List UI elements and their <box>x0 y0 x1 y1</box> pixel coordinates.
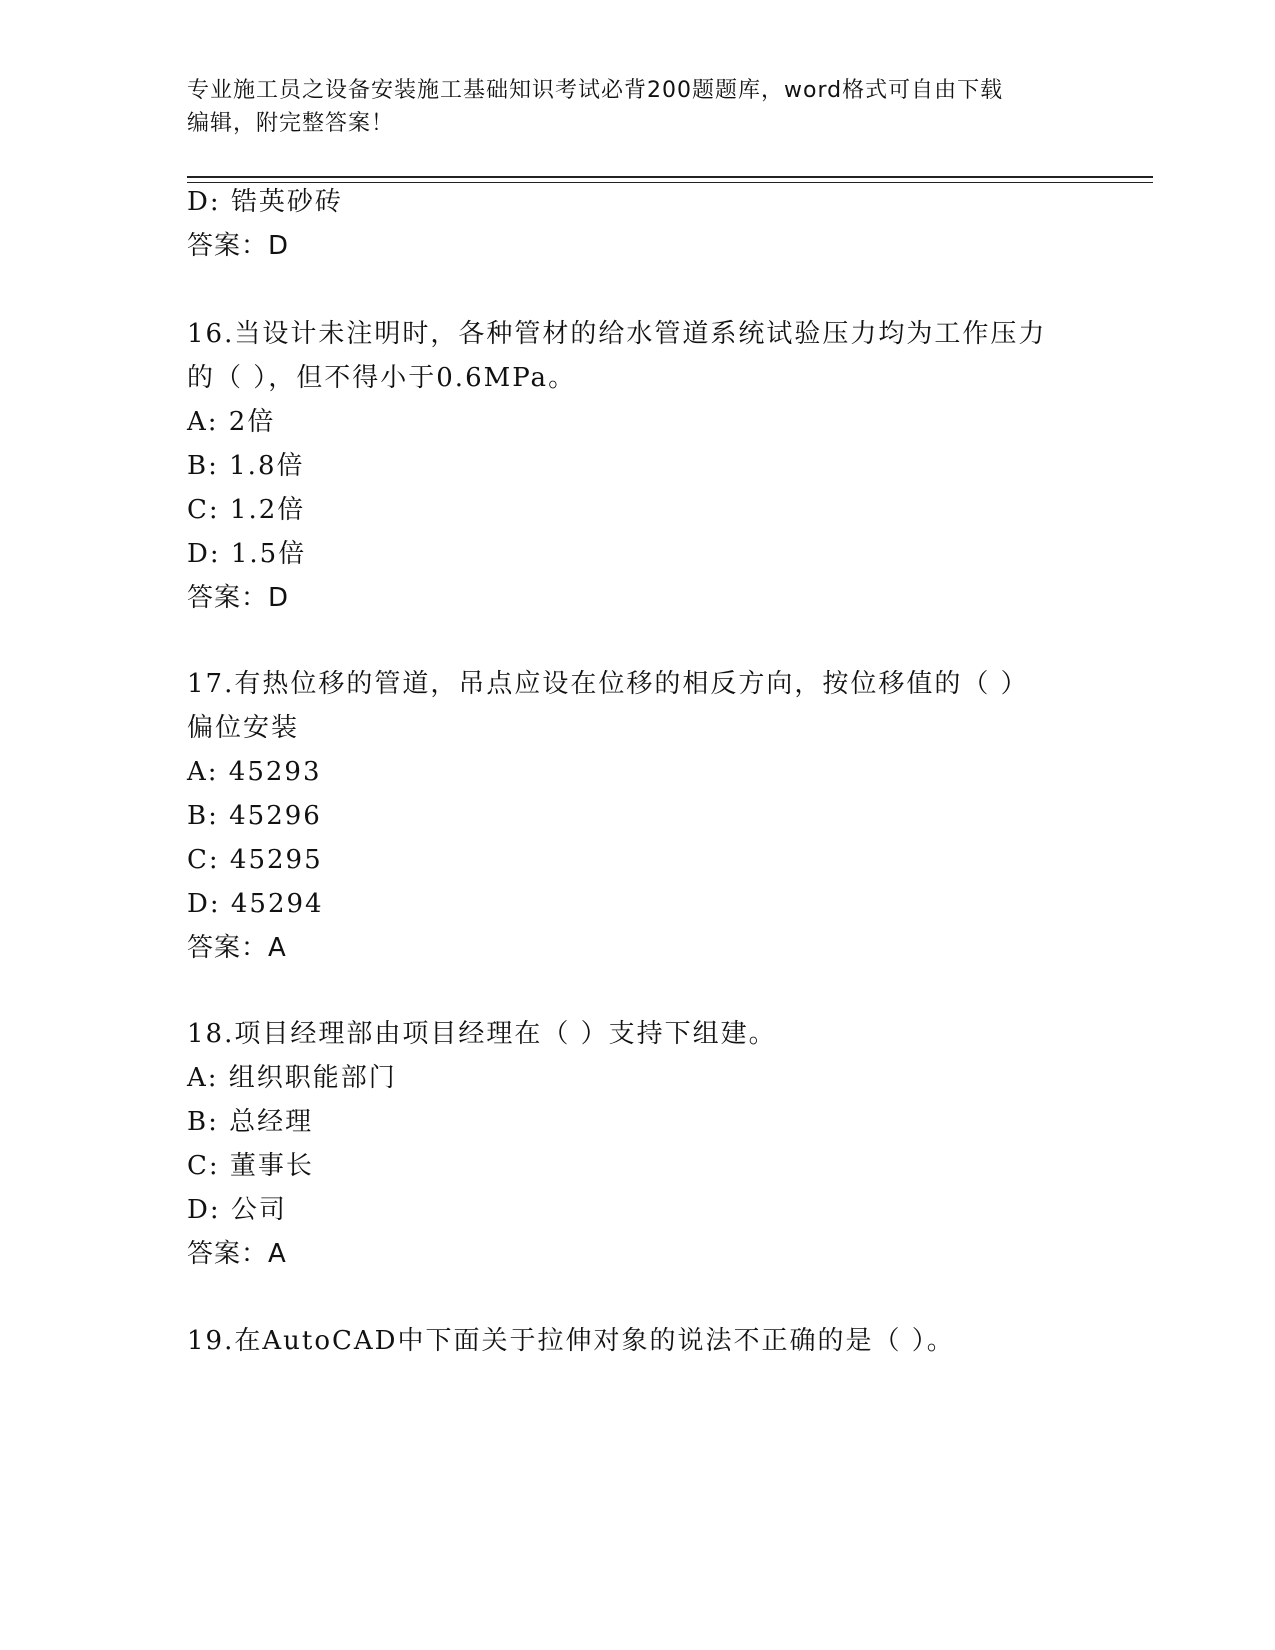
question-18-option-c: C: 董事长 <box>187 1151 314 1181</box>
question-17-answer: 答案：A <box>187 933 287 963</box>
question-19-stem-line-1: 19.在AutoCAD中下面关于拉伸对象的说法不正确的是（ ）。 <box>187 1326 955 1356</box>
question-16-option-b: B: 1.8倍 <box>187 451 305 481</box>
question-18-option-a: A: 组织职能部门 <box>187 1063 397 1093</box>
question-18-option-d: D: 公司 <box>187 1195 287 1225</box>
header-divider-thin <box>187 182 1153 183</box>
question-17-stem-line-1: 17.有热位移的管道，吊点应设在位移的相反方向，按位移值的（ ） <box>187 669 1029 699</box>
question-17-option-b: B: 45296 <box>187 801 322 831</box>
prev-answer: 答案：D <box>187 231 290 261</box>
question-18-stem-line-1: 18.项目经理部由项目经理在（ ）支持下组建。 <box>187 1019 777 1049</box>
document-header <box>187 74 1067 140</box>
question-16-stem-line-1: 16.当设计未注明时，各种管材的给水管道系统试验压力均为工作压力 <box>187 319 1047 349</box>
header-title-line-2: 编辑，附完整答案！ <box>187 111 395 136</box>
question-16-option-a: A: 2倍 <box>187 407 276 437</box>
header-divider-thick <box>187 176 1153 178</box>
question-17-option-d: D: 45294 <box>187 889 324 919</box>
question-16-option-c: C: 1.2倍 <box>187 495 306 525</box>
header-title-line-1: 专业施工员之设备安装施工基础知识考试必背200题题库，word格式可自由下载 <box>187 78 1004 103</box>
question-18-option-b: B: 总经理 <box>187 1107 314 1137</box>
question-17-option-c: C: 45295 <box>187 845 323 875</box>
prev-option-d: D: 锆英砂砖 <box>187 187 343 217</box>
question-16-answer: 答案：D <box>187 583 290 613</box>
question-16-option-d: D: 1.5倍 <box>187 539 307 569</box>
question-17-stem-line-2: 偏位安装 <box>187 713 300 743</box>
question-16-stem-line-2: 的（ ），但不得小于0.6MPa。 <box>187 363 577 393</box>
question-18-answer: 答案：A <box>187 1239 287 1269</box>
question-17-option-a: A: 45293 <box>187 757 322 787</box>
